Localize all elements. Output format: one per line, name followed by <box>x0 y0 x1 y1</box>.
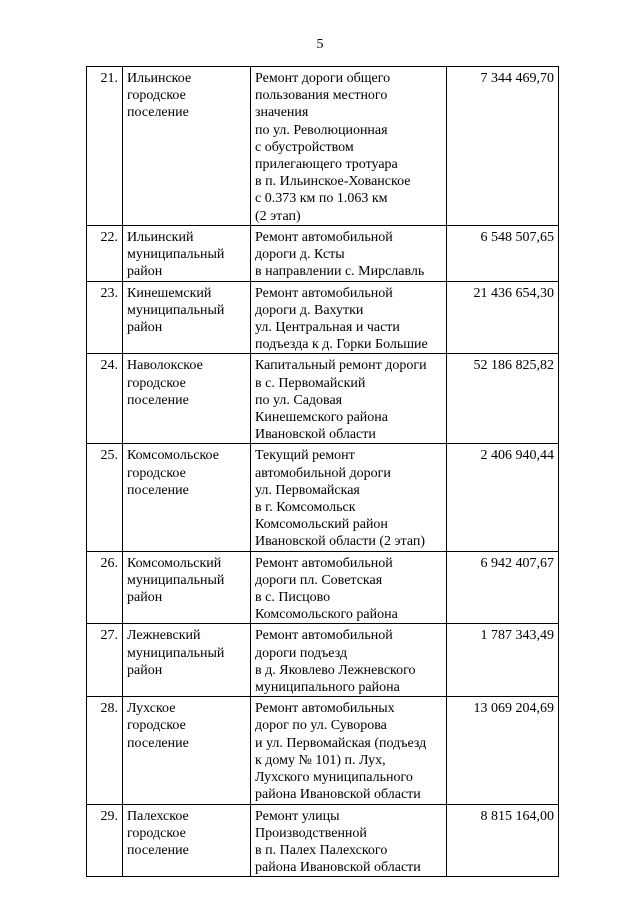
table-row <box>87 67 559 226</box>
work-description-cell <box>251 804 447 877</box>
work-description-line: Производственной <box>255 825 367 841</box>
amount-cell: 1 787 343,49 <box>447 624 559 697</box>
work-description-line: дороги подъезд <box>255 645 348 661</box>
municipality-cell <box>123 624 251 697</box>
work-description-line: Кинешемского района <box>255 410 388 426</box>
municipality-line: Кинешемский <box>127 285 212 301</box>
amount-cell: 13 069 204,69 <box>447 697 559 804</box>
work-description-line: в п. Палех Палехского <box>255 842 388 858</box>
work-description-line: дороги д. Ксты <box>255 247 345 263</box>
work-description-line: Ремонт дороги общего <box>255 71 391 86</box>
table-row <box>87 281 559 354</box>
work-description-line: в направлении с. Мирславль <box>255 264 425 280</box>
municipality-line: поселение <box>127 105 189 121</box>
municipality-line: Наволокское <box>127 358 203 374</box>
row-number: 28. <box>87 697 123 804</box>
row-number: 27. <box>87 624 123 697</box>
work-description-line: значения <box>255 105 309 121</box>
municipality-line: городское <box>127 465 186 481</box>
work-description-line: и ул. Первомайская (подъезд <box>255 735 427 751</box>
work-description-line: Ремонт автомобильной <box>255 230 393 245</box>
table-row <box>87 697 559 804</box>
municipality-cell <box>123 67 251 226</box>
amount-cell: 21 436 654,30 <box>447 281 559 354</box>
municipality-line: район <box>127 320 163 336</box>
municipality-line: городское <box>127 718 186 734</box>
work-description-line: пользования местного <box>255 88 388 104</box>
row-number: 26. <box>87 551 123 624</box>
work-description-line: Ремонт автомобильных <box>255 701 395 717</box>
table-row <box>87 624 559 697</box>
municipality-line: муниципальный <box>127 247 225 263</box>
work-description-line: дорог по ул. Суворова <box>255 718 387 734</box>
table-row <box>87 226 559 282</box>
row-number: 25. <box>87 444 123 551</box>
work-description-line: в п. Ильинское-Хованское <box>255 174 411 190</box>
work-description-line: Капитальный ремонт дороги <box>255 358 427 374</box>
work-description-line: Лухского муниципального <box>255 770 413 786</box>
row-number: 21. <box>87 67 123 226</box>
work-description-cell <box>251 624 447 697</box>
work-description-line: Ремонт автомобильной <box>255 628 393 644</box>
work-description-line: Комсомольского района <box>255 607 398 623</box>
work-description-cell <box>251 551 447 624</box>
municipality-cell <box>123 354 251 444</box>
municipality-line: Лухское <box>127 701 176 717</box>
row-number: 23. <box>87 281 123 354</box>
municipality-line: Лежневский <box>127 628 201 644</box>
municipality-line: Палехское <box>127 808 189 824</box>
work-description-line: Ремонт автомобильной <box>255 285 393 301</box>
work-description-line: с обустройством <box>255 139 354 155</box>
work-description-line: Ремонт автомобильной <box>255 555 393 571</box>
work-description-line: района Ивановской области <box>255 860 421 876</box>
work-description-line: ул. Центральная и части <box>255 320 400 336</box>
page-number: 5 <box>316 37 324 52</box>
municipality-line: район <box>127 662 163 678</box>
work-description-line: подъезда к д. Горки Большие <box>255 337 428 353</box>
work-description-line: в г. Комсомольск <box>255 500 356 516</box>
municipality-line: городское <box>127 375 186 391</box>
municipality-line: городское <box>127 88 186 104</box>
work-description-line: в с. Писцово <box>255 590 331 606</box>
municipality-line: Ильинский <box>127 230 194 245</box>
work-description-line: Текущий ремонт <box>255 448 355 464</box>
work-description-line: района Ивановской области <box>255 787 421 803</box>
municipality-line: поселение <box>127 392 189 408</box>
municipality-cell <box>123 226 251 282</box>
work-description-line: автомобильной дороги <box>255 465 391 481</box>
row-number: 29. <box>87 804 123 877</box>
municipality-line: поселение <box>127 735 189 751</box>
table-row <box>87 354 559 444</box>
municipality-cell <box>123 281 251 354</box>
work-description-line: прилегающего тротуара <box>255 157 398 173</box>
work-description-line: в д. Яковлево Лежневского <box>255 662 416 678</box>
work-description-cell <box>251 354 447 444</box>
row-number: 24. <box>87 354 123 444</box>
amount-cell: 6 942 407,67 <box>447 551 559 624</box>
work-description-line: в с. Первомайский <box>255 375 366 391</box>
work-description-line: Комсомольский район <box>255 517 388 533</box>
work-description-line: дороги пл. Советская <box>255 572 383 588</box>
work-description-cell <box>251 226 447 282</box>
municipality-cell <box>123 551 251 624</box>
work-description-cell <box>251 444 447 551</box>
municipality-line: муниципальный <box>127 572 225 588</box>
amount-cell: 6 548 507,65 <box>447 226 559 282</box>
municipality-line: Комсомольское <box>127 448 219 464</box>
municipality-cell <box>123 804 251 877</box>
work-description-line: к дому № 101) п. Лух, <box>255 752 386 768</box>
amount-cell: 8 815 164,00 <box>447 804 559 877</box>
municipality-line: городское <box>127 825 186 841</box>
municipality-cell <box>123 697 251 804</box>
work-description-cell <box>251 697 447 804</box>
municipality-line: Комсомольский <box>127 555 222 571</box>
table-row <box>87 804 559 877</box>
work-description-line: дороги д. Вахутки <box>255 302 364 318</box>
work-description-line: по ул. Революционная <box>255 122 388 138</box>
work-description-line: (2 этап) <box>255 208 301 224</box>
work-description-cell <box>251 281 447 354</box>
table-row <box>87 551 559 624</box>
work-description-line: по ул. Садовая <box>255 392 343 408</box>
municipality-line: муниципальный <box>127 645 225 661</box>
municipality-cell <box>123 444 251 551</box>
municipality-line: район <box>127 590 163 606</box>
row-number: 22. <box>87 226 123 282</box>
road-repair-table <box>86 66 559 877</box>
work-description-line: Ремонт улицы <box>255 808 340 824</box>
municipality-line: район <box>127 264 163 280</box>
amount-cell: 2 406 940,44 <box>447 444 559 551</box>
work-description-line: Ивановской области <box>255 427 376 443</box>
municipality-line: муниципальный <box>127 302 225 318</box>
work-description-line: Ивановской области (2 этап) <box>255 534 426 550</box>
table-row <box>87 444 559 551</box>
municipality-line: поселение <box>127 482 189 498</box>
municipality-line: поселение <box>127 842 189 858</box>
work-description-line: ул. Первомайская <box>255 482 360 498</box>
work-description-line: муниципального района <box>255 680 400 696</box>
work-description-cell <box>251 67 447 226</box>
amount-cell: 52 186 825,82 <box>447 354 559 444</box>
municipality-line: Ильинское <box>127 71 192 86</box>
amount-cell: 7 344 469,70 <box>447 67 559 226</box>
work-description-line: с 0.373 км по 1.063 км <box>255 191 388 207</box>
